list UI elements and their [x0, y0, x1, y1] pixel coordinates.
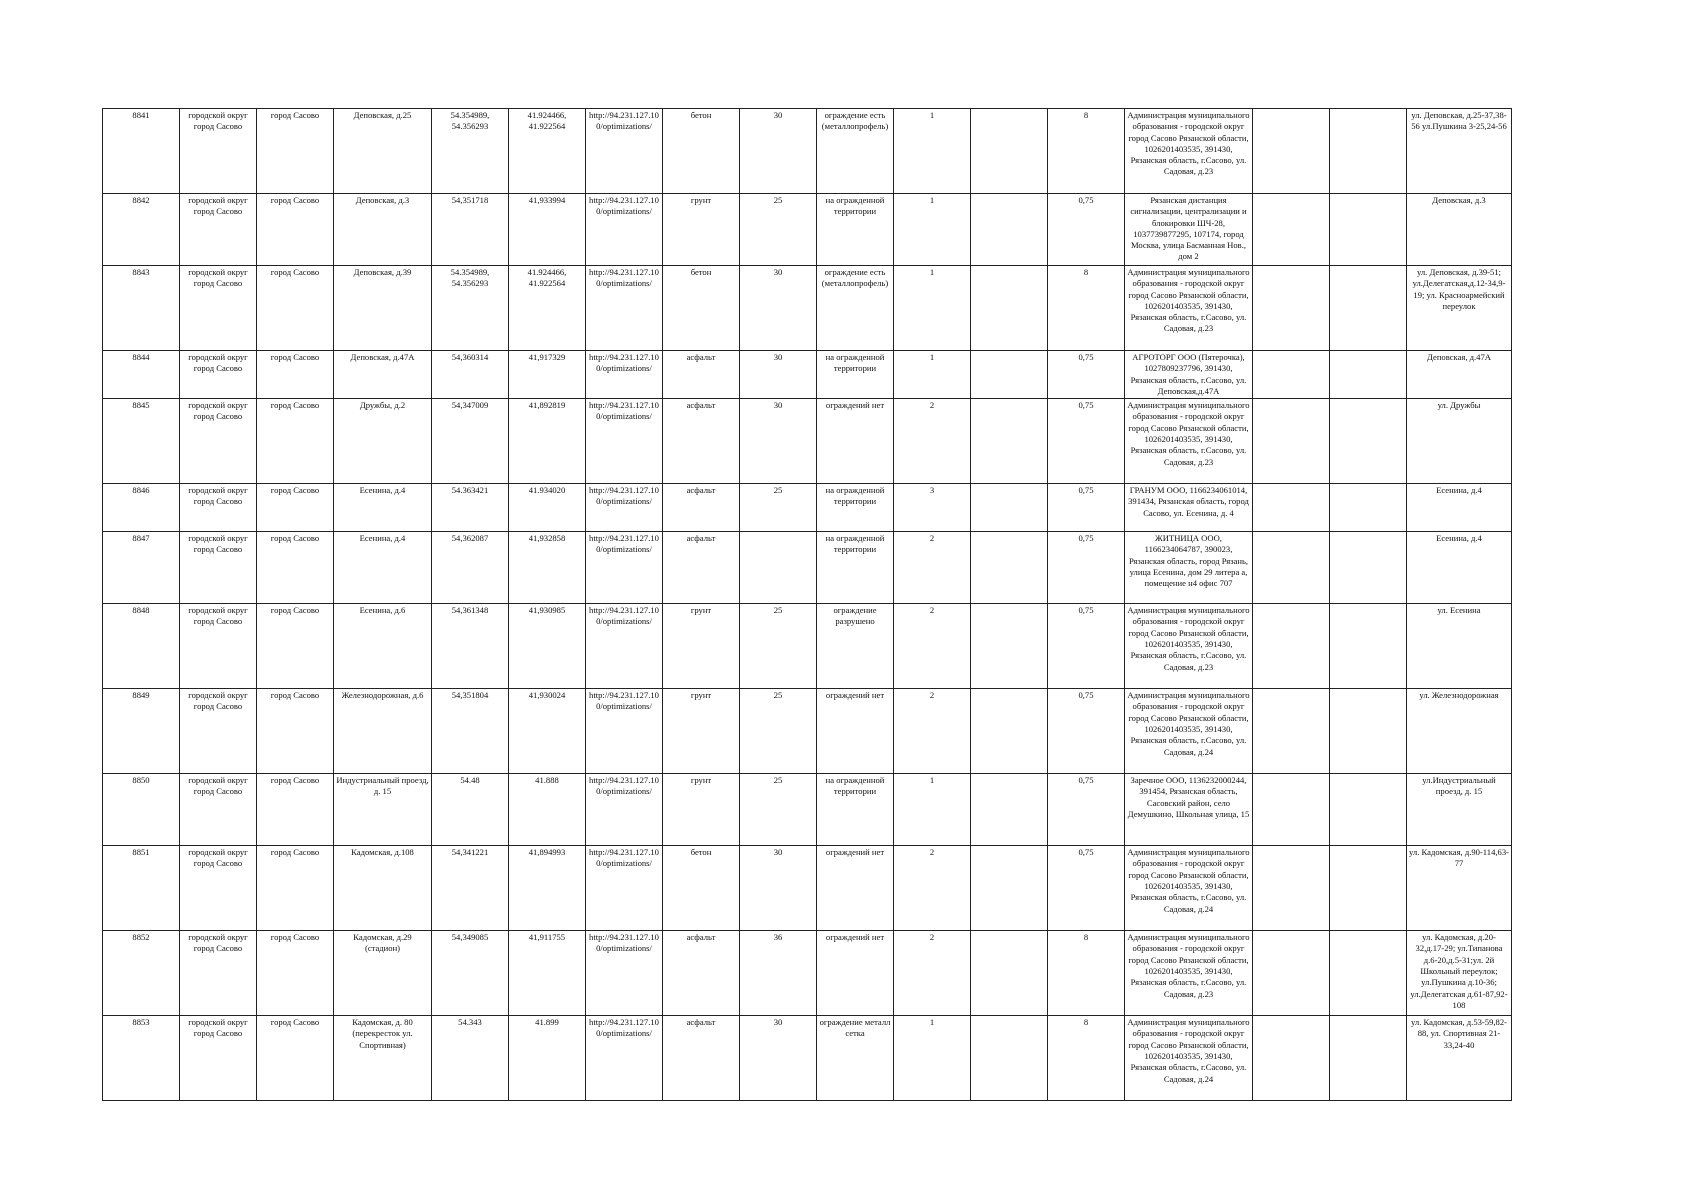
surface-cell: бетон [663, 266, 740, 351]
site-number-cell: 8850 [103, 774, 180, 846]
empty-cell [1253, 604, 1330, 689]
district-cell: городской округ город Сасово [180, 484, 257, 532]
empty-cell [1253, 351, 1330, 399]
surface-cell: асфальт [663, 1016, 740, 1101]
street-cell: Кадомская, д. 80 (перекресток ул. Спортивная) [334, 1016, 432, 1101]
longitude-cell: 41,892819 [509, 399, 586, 484]
latitude-cell: 54.48 [432, 774, 509, 846]
longitude-cell: 41,930985 [509, 604, 586, 689]
street-cell: Есенина, д.6 [334, 604, 432, 689]
sources-cell: Есенина, д.4 [1407, 484, 1512, 532]
owner-cell: ГРАНУМ ООО, 1166234061014, 391434, Рязанская область, город Сасово, ул. Есенина, д. 4 [1125, 484, 1253, 532]
table-row [103, 1016, 1512, 1101]
volume-cell: 0,75 [1048, 604, 1125, 689]
volume-cell: 0,75 [1048, 399, 1125, 484]
longitude-cell: 41,933994 [509, 194, 586, 266]
owner-cell: Администрация муниципального образования - городской округ город Сасово Рязанской области, 1026201403535, 391430, Рязанская область, г.Сасово, ул. Садовая, д.23 [1125, 399, 1253, 484]
empty-cell [971, 194, 1048, 266]
site-number-cell: 8845 [103, 399, 180, 484]
longitude-cell: 41.899 [509, 1016, 586, 1101]
district-cell: городской округ город Сасово [180, 1016, 257, 1101]
area-cell: 30 [740, 1016, 817, 1101]
volume-cell: 8 [1048, 109, 1125, 194]
sources-cell: Есенина, д.4 [1407, 532, 1512, 604]
site-number-cell: 8851 [103, 846, 180, 931]
fence-cell: на огражденной территории [817, 532, 894, 604]
containers-cell: 2 [894, 399, 971, 484]
table-row [103, 109, 1512, 194]
sources-cell: ул. Деповская, д.25-37,38-56 ул.Пушкина 3-25,24-56 [1407, 109, 1512, 194]
latitude-cell: 54.354989, 54.356293 [432, 109, 509, 194]
empty-cell [1330, 604, 1407, 689]
empty-cell [1330, 774, 1407, 846]
city-cell: город Сасово [257, 931, 334, 1016]
owner-cell: Администрация муниципального образования - городской округ город Сасово Рязанской области, 1026201403535, 391430, Рязанская область, г.Сасово, ул. Садовая, д.23 [1125, 109, 1253, 194]
district-cell: городской округ город Сасово [180, 532, 257, 604]
map-link-cell[interactable]: http://94.231.127.10 0/optimizations/ [586, 266, 663, 351]
empty-cell [971, 689, 1048, 774]
map-link-cell[interactable]: http://94.231.127.10 0/optimizations/ [586, 931, 663, 1016]
latitude-cell: 54,351718 [432, 194, 509, 266]
district-cell: городской округ город Сасово [180, 846, 257, 931]
empty-cell [1253, 1016, 1330, 1101]
street-cell: Кадомская, д.29 (стадион) [334, 931, 432, 1016]
surface-cell: грунт [663, 774, 740, 846]
street-cell: Есенина, д.4 [334, 532, 432, 604]
empty-cell [1253, 931, 1330, 1016]
containers-cell: 2 [894, 846, 971, 931]
empty-cell [1253, 532, 1330, 604]
street-cell: Деповская, д.25 [334, 109, 432, 194]
map-link-cell[interactable]: http://94.231.127.10 0/optimizations/ [586, 774, 663, 846]
district-cell: городской округ город Сасово [180, 194, 257, 266]
latitude-cell: 54.363421 [432, 484, 509, 532]
sources-cell: ул. Есенина [1407, 604, 1512, 689]
city-cell: город Сасово [257, 774, 334, 846]
fence-cell: ограждение есть (металлопрофель) [817, 109, 894, 194]
city-cell: город Сасово [257, 266, 334, 351]
sources-cell: ул.Индустриальный проезд, д. 15 [1407, 774, 1512, 846]
table-row [103, 532, 1512, 604]
map-link-cell[interactable]: http://94.231.127.10 0/optimizations/ [586, 846, 663, 931]
empty-cell [1330, 931, 1407, 1016]
owner-cell: АГРОТОРГ ООО (Пятерочка), 1027809237796, 391430, Рязанская область, г.Сасово, ул. Деповская,д.47А [1125, 351, 1253, 399]
empty-cell [971, 931, 1048, 1016]
sources-cell: ул. Кадомская, д.53-59,82-88, ул. Спортивная 21-33,24-40 [1407, 1016, 1512, 1101]
empty-cell [1330, 109, 1407, 194]
empty-cell [971, 846, 1048, 931]
empty-cell [1253, 689, 1330, 774]
registry-sheet [102, 108, 1512, 1101]
empty-cell [971, 532, 1048, 604]
volume-cell: 8 [1048, 1016, 1125, 1101]
area-cell: 30 [740, 109, 817, 194]
site-number-cell: 8847 [103, 532, 180, 604]
table-row [103, 604, 1512, 689]
fence-cell: на огражденной территории [817, 351, 894, 399]
table-row [103, 484, 1512, 532]
table-row [103, 266, 1512, 351]
empty-cell [971, 484, 1048, 532]
latitude-cell: 54,341221 [432, 846, 509, 931]
empty-cell [971, 1016, 1048, 1101]
latitude-cell: 54,360314 [432, 351, 509, 399]
table-row [103, 194, 1512, 266]
city-cell: город Сасово [257, 194, 334, 266]
fence-cell: ограждений нет [817, 399, 894, 484]
city-cell: город Сасово [257, 484, 334, 532]
area-cell: 25 [740, 604, 817, 689]
area-cell: 30 [740, 399, 817, 484]
map-link-cell[interactable]: http://94.231.127.10 0/optimizations/ [586, 604, 663, 689]
empty-cell [971, 266, 1048, 351]
area-cell: 30 [740, 266, 817, 351]
containers-cell: 2 [894, 604, 971, 689]
street-cell: Есенина, д.4 [334, 484, 432, 532]
empty-cell [1253, 109, 1330, 194]
empty-cell [1253, 399, 1330, 484]
street-cell: Кадомская, д.108 [334, 846, 432, 931]
table-row [103, 399, 1512, 484]
surface-cell: асфальт [663, 351, 740, 399]
empty-cell [1330, 399, 1407, 484]
map-link-cell[interactable]: http://94.231.127.10 0/optimizations/ [586, 109, 663, 194]
empty-cell [1330, 846, 1407, 931]
longitude-cell: 41.934020 [509, 484, 586, 532]
latitude-cell: 54,362087 [432, 532, 509, 604]
fence-cell: на огражденной территории [817, 194, 894, 266]
owner-cell: Администрация муниципального образования - городской округ город Сасово Рязанской области, 1026201403535, 391430, Рязанская область, г.Сасово, ул. Садовая, д.24 [1125, 1016, 1253, 1101]
containers-cell: 2 [894, 532, 971, 604]
table-row [103, 931, 1512, 1016]
surface-cell: бетон [663, 846, 740, 931]
district-cell: городской округ город Сасово [180, 774, 257, 846]
site-number-cell: 8852 [103, 931, 180, 1016]
area-cell: 25 [740, 484, 817, 532]
map-link-cell[interactable]: http://94.231.127.10 0/optimizations/ [586, 532, 663, 604]
area-cell: 25 [740, 194, 817, 266]
street-cell: Железнодорожная, д.6 [334, 689, 432, 774]
table-row [103, 774, 1512, 846]
map-link-cell[interactable]: http://94.231.127.10 0/optimizations/ [586, 399, 663, 484]
containers-cell: 2 [894, 931, 971, 1016]
fence-cell: ограждений нет [817, 846, 894, 931]
volume-cell: 8 [1048, 266, 1125, 351]
area-cell: 25 [740, 689, 817, 774]
containers-cell: 1 [894, 774, 971, 846]
site-number-cell: 8849 [103, 689, 180, 774]
surface-cell: асфальт [663, 532, 740, 604]
volume-cell: 0,75 [1048, 532, 1125, 604]
city-cell: город Сасово [257, 532, 334, 604]
district-cell: городской округ город Сасово [180, 351, 257, 399]
site-number-cell: 8842 [103, 194, 180, 266]
empty-cell [1330, 351, 1407, 399]
longitude-cell: 41,917329 [509, 351, 586, 399]
containers-cell: 1 [894, 266, 971, 351]
table-row [103, 846, 1512, 931]
latitude-cell: 54.343 [432, 1016, 509, 1101]
fence-cell: ограждение есть (металлопрофель) [817, 266, 894, 351]
sources-cell: ул. Деповская, д.39-51; ул.Делегатская,д.12-34,9-19; ул. Красноармейский переулок [1407, 266, 1512, 351]
empty-cell [1253, 194, 1330, 266]
sources-cell: Деповская, д.47А [1407, 351, 1512, 399]
empty-cell [1253, 846, 1330, 931]
empty-cell [1330, 689, 1407, 774]
containers-cell: 1 [894, 109, 971, 194]
fence-cell: ограждений нет [817, 931, 894, 1016]
volume-cell: 8 [1048, 931, 1125, 1016]
street-cell: Деповская, д.47А [334, 351, 432, 399]
longitude-cell: 41,894993 [509, 846, 586, 931]
sources-cell: ул. Дружбы [1407, 399, 1512, 484]
table-row [103, 689, 1512, 774]
latitude-cell: 54,347009 [432, 399, 509, 484]
empty-cell [1330, 1016, 1407, 1101]
owner-cell: Администрация муниципального образования - городской округ город Сасово Рязанской области, 1026201403535, 391430, Рязанская область, г.Сасово, ул. Садовая, д.23 [1125, 604, 1253, 689]
street-cell: Дружбы, д.2 [334, 399, 432, 484]
empty-cell [971, 604, 1048, 689]
street-cell: Индустриальный проезд, д. 15 [334, 774, 432, 846]
containers-cell: 2 [894, 689, 971, 774]
longitude-cell: 41,930024 [509, 689, 586, 774]
longitude-cell: 41,932858 [509, 532, 586, 604]
empty-cell [1330, 484, 1407, 532]
owner-cell: Заречное ООО, 1136232000244, 391454, Рязанская область, Сасовский район, село Демушкино, Школьная улица, 15 [1125, 774, 1253, 846]
empty-cell [971, 399, 1048, 484]
table-body [103, 109, 1512, 1101]
containers-cell: 1 [894, 1016, 971, 1101]
empty-cell [1253, 774, 1330, 846]
street-cell: Деповская, д.3 [334, 194, 432, 266]
surface-cell: асфальт [663, 931, 740, 1016]
latitude-cell: 54.354989, 54.356293 [432, 266, 509, 351]
site-number-cell: 8853 [103, 1016, 180, 1101]
city-cell: город Сасово [257, 109, 334, 194]
map-link-cell[interactable]: http://94.231.127.10 0/optimizations/ [586, 1016, 663, 1101]
sources-cell: ул. Кадомская, д.90-114,63-77 [1407, 846, 1512, 931]
city-cell: город Сасово [257, 846, 334, 931]
empty-cell [1253, 484, 1330, 532]
latitude-cell: 54,351804 [432, 689, 509, 774]
owner-cell: Рязанская дистанция сигнализации, централизации и блокировки ШЧ-28, 1037739877295, 107174, город Москва, улица Басманная Нов., дом 2 [1125, 194, 1253, 266]
surface-cell: асфальт [663, 484, 740, 532]
fence-cell: на огражденной территории [817, 774, 894, 846]
surface-cell: грунт [663, 604, 740, 689]
district-cell: городской округ город Сасово [180, 266, 257, 351]
area-cell [740, 532, 817, 604]
owner-cell: Администрация муниципального образования - городской округ город Сасово Рязанской области, 1026201403535, 391430, Рязанская область, г.Сасово, ул. Садовая, д.24 [1125, 689, 1253, 774]
map-link-cell[interactable]: http://94.231.127.10 0/optimizations/ [586, 194, 663, 266]
site-number-cell: 8846 [103, 484, 180, 532]
surface-cell: грунт [663, 689, 740, 774]
owner-cell: Администрация муниципального образования - городской округ город Сасово Рязанской области, 1026201403535, 391430, Рязанская область, г.Сасово, ул. Садовая, д.23 [1125, 266, 1253, 351]
site-number-cell: 8843 [103, 266, 180, 351]
latitude-cell: 54,361348 [432, 604, 509, 689]
district-cell: городской округ город Сасово [180, 399, 257, 484]
surface-cell: грунт [663, 194, 740, 266]
empty-cell [1330, 194, 1407, 266]
longitude-cell: 41.888 [509, 774, 586, 846]
city-cell: город Сасово [257, 351, 334, 399]
containers-cell: 1 [894, 351, 971, 399]
street-cell: Деповская, д.39 [334, 266, 432, 351]
waste-sites-table [102, 108, 1512, 1101]
latitude-cell: 54,349085 [432, 931, 509, 1016]
site-number-cell: 8844 [103, 351, 180, 399]
city-cell: город Сасово [257, 1016, 334, 1101]
city-cell: город Сасово [257, 689, 334, 774]
empty-cell [971, 774, 1048, 846]
sources-cell: Деповская, д.3 [1407, 194, 1512, 266]
empty-cell [971, 351, 1048, 399]
table-row [103, 351, 1512, 399]
volume-cell: 0,75 [1048, 484, 1125, 532]
city-cell: город Сасово [257, 399, 334, 484]
sources-cell: ул. Кадомская, д.20-32,д.17-29; ул.Типанова д.6-20,д.5-31;ул. 2й Школьный переулок; ул.Пушкина д.10-36; ул.Делегатская д.61-87,92-108 [1407, 931, 1512, 1016]
longitude-cell: 41,911755 [509, 931, 586, 1016]
surface-cell: бетон [663, 109, 740, 194]
district-cell: городской округ город Сасово [180, 604, 257, 689]
volume-cell: 0,75 [1048, 846, 1125, 931]
fence-cell: на огражденной территории [817, 484, 894, 532]
containers-cell: 3 [894, 484, 971, 532]
district-cell: городской округ город Сасово [180, 689, 257, 774]
district-cell: городской округ город Сасово [180, 931, 257, 1016]
owner-cell: ЖИТНИЦА ООО, 1166234064787, 390023, Рязанская область, город Рязань, улица Есенина, дом 29 литера а, помещение н4 офис 707 [1125, 532, 1253, 604]
fence-cell: ограждение металл сетка [817, 1016, 894, 1101]
fence-cell: ограждение разрушено [817, 604, 894, 689]
owner-cell: Администрация муниципального образования - городской округ город Сасово Рязанской области, 1026201403535, 391430, Рязанская область, г.Сасово, ул. Садовая, д.24 [1125, 846, 1253, 931]
empty-cell [1330, 532, 1407, 604]
site-number-cell: 8848 [103, 604, 180, 689]
map-link-cell[interactable]: http://94.231.127.10 0/optimizations/ [586, 689, 663, 774]
volume-cell: 0,75 [1048, 689, 1125, 774]
district-cell: городской округ город Сасово [180, 109, 257, 194]
longitude-cell: 41.924466, 41.922564 [509, 109, 586, 194]
area-cell: 30 [740, 351, 817, 399]
surface-cell: асфальт [663, 399, 740, 484]
owner-cell: Администрация муниципального образования - городской округ город Сасово Рязанской области, 1026201403535, 391430, Рязанская область, г.Сасово, ул. Садовая, д.23 [1125, 931, 1253, 1016]
map-link-cell[interactable]: http://94.231.127.10 0/optimizations/ [586, 351, 663, 399]
empty-cell [1330, 266, 1407, 351]
area-cell: 30 [740, 846, 817, 931]
empty-cell [1253, 266, 1330, 351]
site-number-cell: 8841 [103, 109, 180, 194]
volume-cell: 0,75 [1048, 194, 1125, 266]
volume-cell: 0,75 [1048, 774, 1125, 846]
longitude-cell: 41.924466, 41.922564 [509, 266, 586, 351]
volume-cell: 0,75 [1048, 351, 1125, 399]
map-link-cell[interactable]: http://94.231.127.10 0/optimizations/ [586, 484, 663, 532]
area-cell: 25 [740, 774, 817, 846]
empty-cell [971, 109, 1048, 194]
containers-cell: 1 [894, 194, 971, 266]
city-cell: город Сасово [257, 604, 334, 689]
area-cell: 36 [740, 931, 817, 1016]
fence-cell: ограждений нет [817, 689, 894, 774]
sources-cell: ул. Железнодорожная [1407, 689, 1512, 774]
